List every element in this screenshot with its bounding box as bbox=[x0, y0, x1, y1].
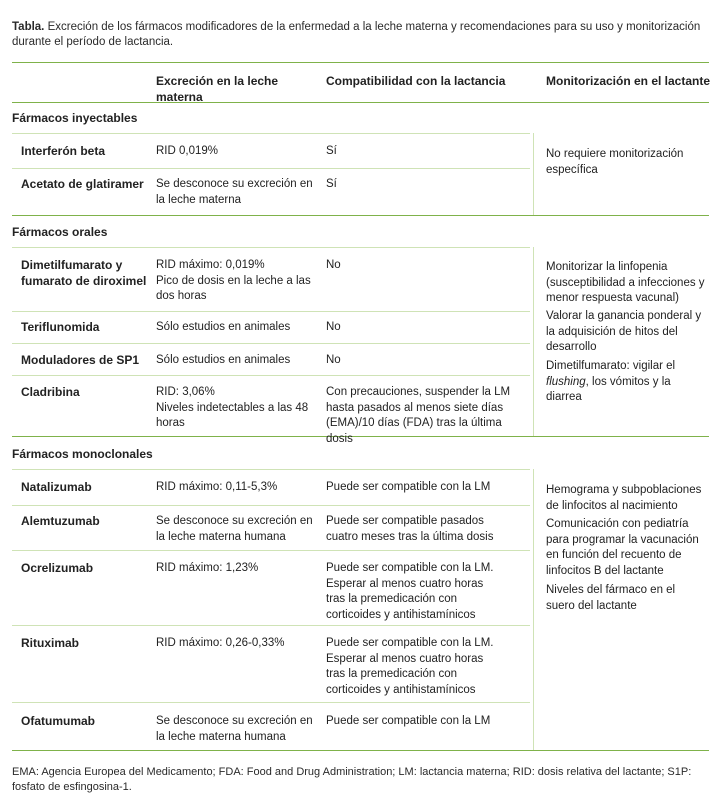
monitoring-note: Monitorizar la linfopenia (susceptibilidad a infecciones y menor respuesta vacunal) bbox=[546, 261, 705, 304]
row-divider bbox=[12, 133, 530, 134]
compat-value: No bbox=[326, 259, 341, 271]
excretion-line: Niveles indetectables a las 48 horas bbox=[156, 401, 309, 429]
compat-value: No bbox=[326, 321, 341, 333]
compat-value: Puede ser compatible pasados cuatro meses tras la última dosis bbox=[326, 515, 494, 543]
monitoring-divider bbox=[533, 247, 534, 436]
row-divider bbox=[12, 343, 530, 344]
excretion-value: Se desconoce su excreción en la leche materna humana bbox=[156, 515, 313, 543]
excretion-value: Sólo estudios en animales bbox=[156, 354, 291, 366]
excretion-line: RID máximo: 0,019% bbox=[156, 259, 265, 271]
table-footnote: EMA: Agencia Europea del Medicamento; FDA: Food and Drug Administration; LM: lactancia materna; RID: dosis relativa del lactante; S1P: fosfato de esfingosina-1. bbox=[12, 766, 692, 793]
header-rule bbox=[12, 102, 709, 103]
row-divider bbox=[12, 247, 530, 248]
monitoring-note: Valorar la ganancia ponderal y la adquisición de hitos del desarrollo bbox=[546, 310, 702, 353]
compat-line: Esperar al menos cuatro horas tras la premedicación con corticoides y antihistamínicos bbox=[326, 652, 484, 696]
drug-name: Ocrelizumab bbox=[21, 561, 94, 575]
bottom-rule bbox=[12, 750, 709, 751]
excretion-value bbox=[156, 385, 316, 432]
drug-name: Interferón beta bbox=[21, 144, 106, 158]
monitoring-note: Comunicación con pediatría para programar la vacunación en función del recuento de linfocitos B del lactante bbox=[546, 518, 699, 577]
row-divider bbox=[12, 625, 530, 626]
monitoring-divider bbox=[533, 469, 534, 750]
drug-name: Cladribina bbox=[21, 385, 80, 399]
row-divider bbox=[12, 702, 530, 703]
monitoring-note: Niveles del fármaco en el suero del lactante bbox=[546, 584, 676, 612]
monitoring-divider bbox=[533, 133, 534, 215]
excretion-value: Se desconoce su excreción en la leche materna bbox=[156, 178, 313, 206]
compat-value: No bbox=[326, 354, 341, 366]
monitoring-italic: flushing bbox=[546, 375, 586, 388]
excretion-value bbox=[156, 258, 321, 305]
table-caption bbox=[12, 20, 712, 50]
drug-name: Dimetilfumarato y fumarato de diroximel bbox=[21, 258, 147, 288]
row-divider bbox=[12, 550, 530, 551]
group-title-injectables: Fármacos inyectables bbox=[12, 111, 138, 125]
row-divider bbox=[12, 505, 530, 506]
row-divider bbox=[12, 311, 530, 312]
compat-value: Con precauciones, suspender la LM hasta pasados al menos siete días (EMA)/10 días (FDA) tras la última dosis bbox=[326, 386, 511, 445]
compat-value: Sí bbox=[326, 178, 337, 190]
compat-value: Sí bbox=[326, 145, 337, 157]
excretion-value: RID máximo: 0,26-0,33% bbox=[156, 637, 285, 649]
row-divider bbox=[12, 469, 530, 470]
row-divider bbox=[12, 168, 530, 169]
drug-name: Acetato de glatiramer bbox=[21, 177, 144, 191]
excretion-value: Se desconoce su excreción en la leche materna humana bbox=[156, 715, 313, 743]
monitoring-text: , los vómitos y la diarrea bbox=[546, 375, 671, 403]
excretion-line: Pico de dosis en la leche a las dos horas bbox=[156, 274, 311, 302]
compat-value: Puede ser compatible con la LM bbox=[326, 715, 491, 727]
monitoring-note: Hemograma y subpoblaciones de linfocitos al nacimiento bbox=[546, 484, 702, 512]
excretion-line: RID: 3,06% bbox=[156, 386, 215, 398]
drug-name: Alemtuzumab bbox=[21, 514, 100, 528]
excretion-value: RID máximo: 0,11-5,3% bbox=[156, 481, 278, 493]
drug-name: Moduladores de SP1 bbox=[21, 353, 140, 367]
drug-name: Teriflunomida bbox=[21, 320, 100, 334]
header-compatibility: Compatibilidad con la lactancia bbox=[326, 74, 506, 88]
monitoring-text: Dimetilfumarato: vigilar el bbox=[546, 360, 676, 372]
drug-name: Ofatumumab bbox=[21, 714, 96, 728]
drug-name: Rituximab bbox=[21, 636, 80, 650]
caption-text: Excreción de los fármacos modificadores de la enfermedad a la leche materna y recomendaciones para su uso y monitorización durante el período de lactancia. bbox=[12, 21, 701, 48]
monitoring-note: No requiere monitorización específica bbox=[546, 148, 684, 176]
top-rule bbox=[12, 62, 709, 63]
group-title-monoclonal: Fármacos monoclonales bbox=[12, 447, 153, 461]
excretion-value: Sólo estudios en animales bbox=[156, 321, 291, 333]
excretion-value: RID 0,019% bbox=[156, 145, 219, 157]
caption-label: Tabla. bbox=[12, 21, 45, 33]
compat-line: Puede ser compatible con la LM. bbox=[326, 637, 494, 649]
drug-name: Natalizumab bbox=[21, 480, 92, 494]
group-rule bbox=[12, 215, 709, 216]
header-monitoring: Monitorización en el lactante bbox=[546, 74, 711, 88]
compat-line: Puede ser compatible con la LM. bbox=[326, 562, 494, 574]
compat-line: Esperar al menos cuatro horas tras la premedicación con corticoides y antihistamínicos bbox=[326, 577, 484, 621]
compat-value bbox=[326, 636, 498, 698]
compat-value bbox=[326, 561, 498, 623]
group-title-oral: Fármacos orales bbox=[12, 225, 108, 239]
compat-value: Puede ser compatible con la LM bbox=[326, 481, 491, 493]
monitoring-note bbox=[546, 359, 706, 406]
header-excretion: Excreción en la leche materna bbox=[156, 74, 279, 104]
excretion-value: RID máximo: 1,23% bbox=[156, 562, 259, 574]
row-divider bbox=[12, 375, 530, 376]
